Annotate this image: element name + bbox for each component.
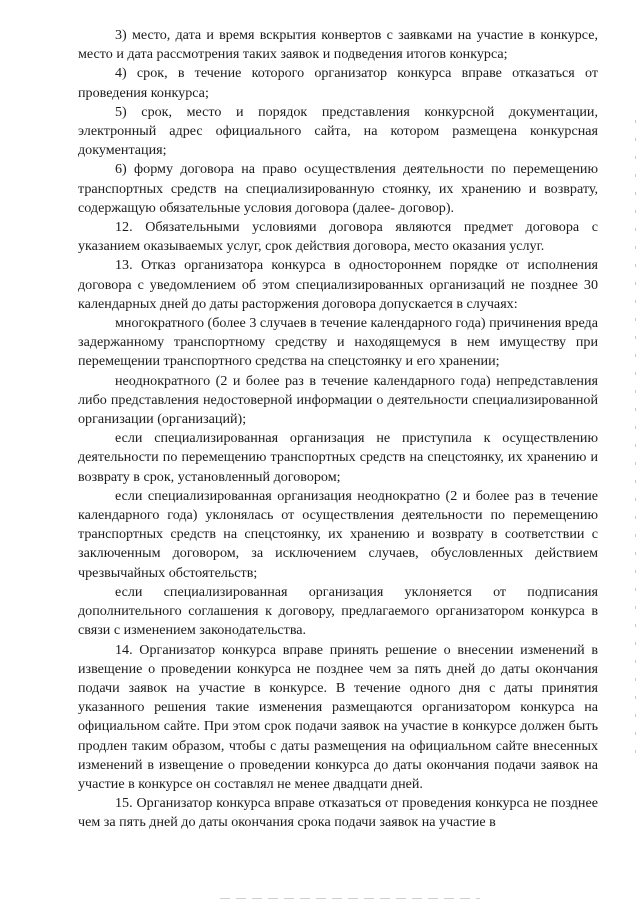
paragraph-item-6: 6) форму договора на право осуществления деятельности по перемещению транспортных средств на специализированную стоянку, их хранению и возврату, содержащую обязательные условия договора (далее- договор). <box>78 161 598 216</box>
paragraph-case-not-started: если специализированная организация не приступила к осуществлению деятельности по перемещению транспортных средств на спецстоянку, их хранению и возврату в срок, установленный договором; <box>78 430 598 485</box>
paragraph-clause-12: 12. Обязательными условиями договора являются предмет договора с указанием оказываемых услуг, срок действия договора, место оказания услуг. <box>78 219 598 255</box>
paragraph-clause-14: 14. Организатор конкурса вправе принять решение о внесении изменений в извещение о проведении конкурса не позднее чем за пять дней до даты окончания подачи заявок на участие в конкурсе. В течение одного дня с даты принятия указанного решения такие изменения размещаются организатором конкурса на официальном сайте. При этом срок подачи заявок на участие в конкурсе должен быть продлен таким образом, чтобы с даты размещения на официальном сайте внесенных изменений в извещение о проведении конкурса до даты окончания подачи заявок на участие в конкурсе он составлял не менее двадцати дней. <box>78 641 598 792</box>
document-body <box>78 26 598 833</box>
paragraph-clause-15: 15. Организатор конкурса вправе отказаться от проведения конкурса не позднее чем за пять дней до даты окончания срока подачи заявок на участие в <box>78 795 598 831</box>
paragraph-case-multiple-damage: многократного (более 3 случаев в течение календарного года) причинения вреда задержанному транспортному средству и находящемуся в нем имуществу при перемещении транспортного средства на спецстоянку и его хранении; <box>78 315 598 370</box>
paragraph-case-no-agreement: если специализированная организация уклоняется от подписания дополнительного соглашения к договору, предлагаемого организатором конкурса в связи с изменением законодательства. <box>78 583 598 639</box>
paragraph-case-evasion: если специализированная организация неоднократно (2 и более раз в течение календарного года) уклонялась от осуществления деятельности по перемещению транспортных средств на спецстоянку, их хранению и возврату в соответствии с заключенным договором, за исключением случаев, обусловленных действием чрезвычайных обстоятельств; <box>78 487 598 581</box>
paragraph-clause-13: 13. Отказ организатора конкурса в одностороннем порядке от исполнения договора с уведомлением об этом специализированных организаций не позднее 30 календарных дней до даты расторжения договора допускается в случаях: <box>78 257 598 312</box>
scan-edge-mark <box>635 120 636 760</box>
paragraph-item-3: 3) место, дата и время вскрытия конвертов с заявками на участие в конкурсе, место и дата рассмотрения таких заявок и подведения итогов конкурса; <box>78 27 598 63</box>
scan-bottom-mark <box>220 898 480 899</box>
paragraph-item-4: 4) срок, в течение которого организатор конкурса вправе отказаться от проведения конкурса; <box>78 65 598 101</box>
paragraph-case-no-information: неоднократного (2 и более раз в течение календарного года) непредставления либо представления недостоверной информации о деятельности специализированной организации (организаций); <box>78 372 598 428</box>
paragraph-item-5: 5) срок, место и порядок представления конкурсной документации, электронный адрес официального сайта, на котором размещена конкурсная документация; <box>78 103 598 159</box>
